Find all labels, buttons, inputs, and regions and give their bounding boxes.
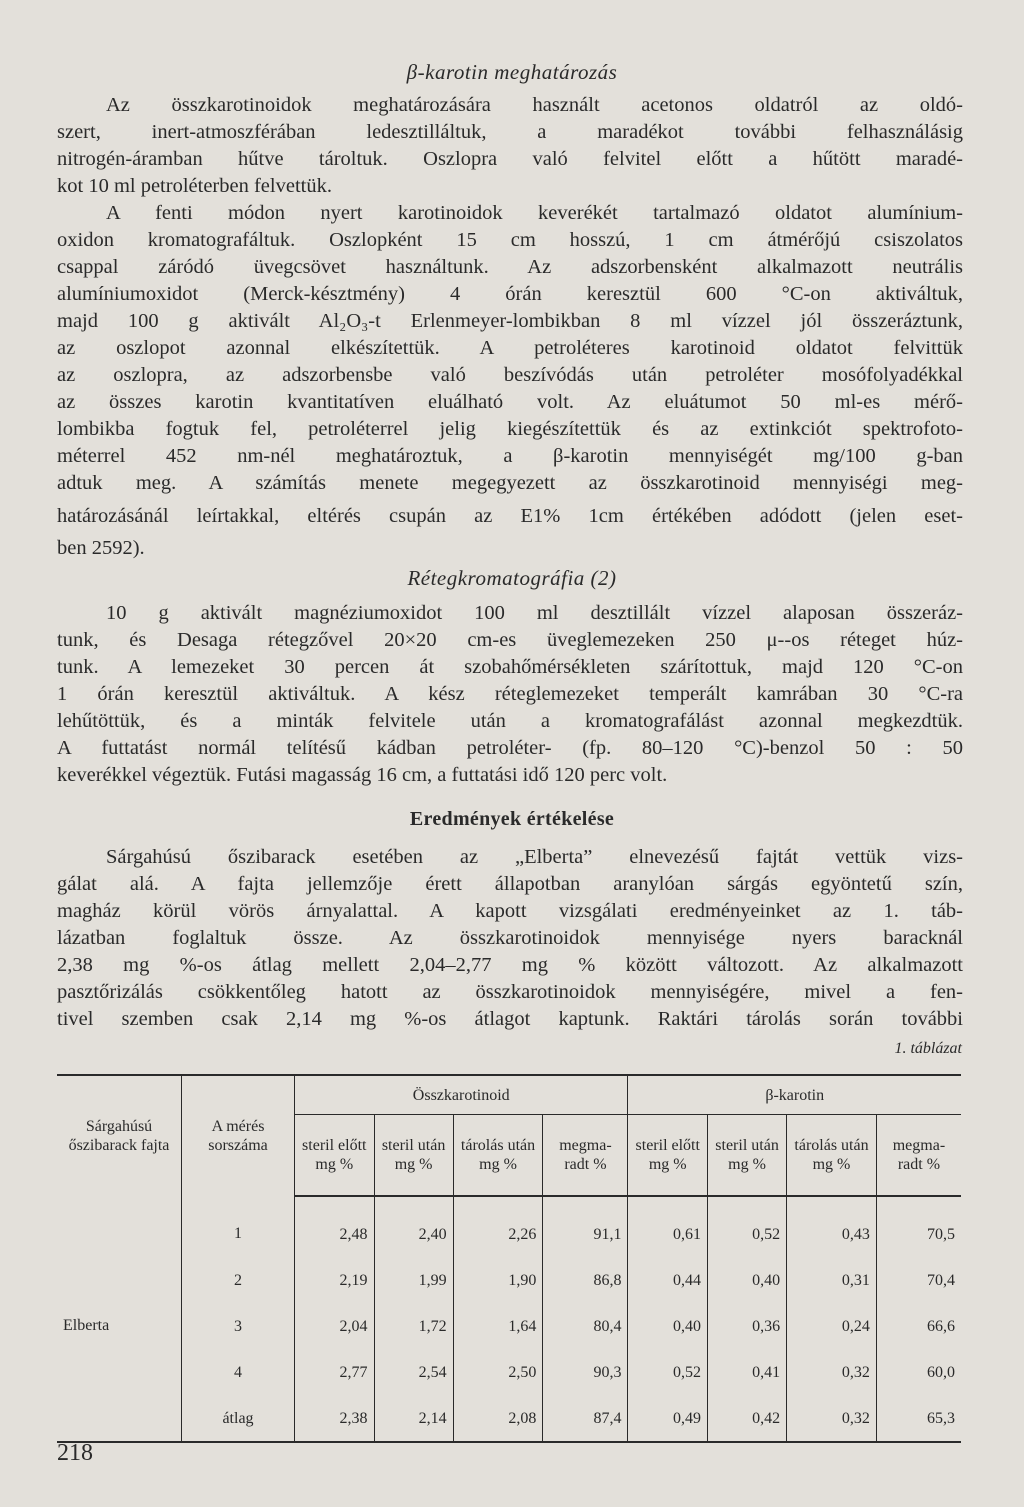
table-row bbox=[57, 1257, 961, 1303]
text-line: szert, inert-atmoszférában ledesztilláltuk, a maradékot további felhasználásig bbox=[57, 121, 963, 143]
table-cell: 2,26 bbox=[453, 1196, 543, 1257]
table-cell: 2,54 bbox=[374, 1349, 453, 1395]
text-line: oxidon kromatografáltuk. Oszlopként 15 cm hosszú, 1 cm átmérőjú csiszolatos bbox=[57, 229, 963, 251]
table-cell: 87,4 bbox=[543, 1395, 628, 1442]
header-variety: Sárgahúsú őszibarack fajta bbox=[57, 1075, 182, 1196]
table-cell: 66,6 bbox=[876, 1303, 961, 1349]
table-cell: 90,3 bbox=[543, 1349, 628, 1395]
table-cell: átlag bbox=[182, 1395, 295, 1442]
header-col: tárolás után mg % bbox=[453, 1115, 543, 1197]
text-line: alumíniumoxidot (Merck-késztmény) 4 órán keresztül 600 °C-on aktiváltuk, bbox=[57, 283, 963, 305]
text-line: 2,38 mg %-os átlag mellett 2,04–2,77 mg % között változott. Az alkalmazott bbox=[57, 954, 963, 976]
text-line: tunk, és Desaga rétegzővel 20×20 cm-es üveglemezeken 250 μ--os réteget húz- bbox=[57, 629, 963, 651]
header-group-total-carotenoid: Összkarotinoid bbox=[295, 1075, 628, 1115]
paragraph-tlc bbox=[57, 600, 963, 789]
table-cell: 4 bbox=[182, 1349, 295, 1395]
header-col: megma-radt % bbox=[876, 1115, 961, 1197]
text-line: ben 2592). bbox=[57, 537, 145, 559]
text-line: kot 10 ml petroléterben felvettük. bbox=[57, 175, 332, 197]
header-col: megma-radt % bbox=[543, 1115, 628, 1197]
text-line: csappal záródó üvegcsövet használtunk. Az adszorbensként alkalmazott neutrális bbox=[57, 256, 963, 278]
header-col: tárolás után mg % bbox=[787, 1115, 877, 1197]
table-cell: 86,8 bbox=[543, 1257, 628, 1303]
table-cell: 80,4 bbox=[543, 1303, 628, 1349]
text-line: lázatban foglaltuk össze. Az összkarotinoidok mennyisége nyers baracknál bbox=[57, 927, 963, 949]
table-cell: 91,1 bbox=[543, 1196, 628, 1257]
table-row bbox=[57, 1303, 961, 1349]
table-cell: 0,31 bbox=[787, 1257, 877, 1303]
paragraph-results bbox=[57, 844, 963, 1033]
text-line: Az összkarotinoidok meghatározására használt acetonos oldatról az oldó- bbox=[106, 94, 963, 116]
text-line: tunk. A lemezeket 30 percen át szobahőmérsékleten szárítottuk, majd 120 °C-on bbox=[57, 656, 963, 678]
table-cell: 1,64 bbox=[453, 1303, 543, 1349]
paragraph-beta-carotene bbox=[57, 92, 963, 562]
section-title-beta-carotene: β-karotin meghatározás bbox=[406, 60, 618, 84]
text-line: A fenti módon nyert karotinoidok keverékét tartalmazó oldatot alumínium- bbox=[106, 202, 963, 224]
table-cell: 2,50 bbox=[453, 1349, 543, 1395]
table-cell: 3 bbox=[182, 1303, 295, 1349]
table-row bbox=[57, 1349, 961, 1395]
table-cell: 0,41 bbox=[708, 1349, 787, 1395]
table-cell: 65,3 bbox=[876, 1395, 961, 1442]
section-title-results: Eredmények értékelése bbox=[409, 808, 615, 830]
header-col: steril után mg % bbox=[708, 1115, 787, 1197]
header-serial: A mérés sorszáma bbox=[182, 1075, 295, 1196]
table-cell: 0,52 bbox=[628, 1349, 708, 1395]
table-cell: 0,44 bbox=[628, 1257, 708, 1303]
table-cell: 2,14 bbox=[374, 1395, 453, 1442]
table-cell: 2,19 bbox=[295, 1257, 375, 1303]
table-cell: 2,08 bbox=[453, 1395, 543, 1442]
text-line: keverékkel végeztük. Futási magasság 16 cm, a futtatási idő 120 perc volt. bbox=[57, 764, 668, 786]
table-cell: 70,4 bbox=[876, 1257, 961, 1303]
table-cell: 0,61 bbox=[628, 1196, 708, 1257]
table-cell: 0,40 bbox=[628, 1303, 708, 1349]
table-cell: 0,40 bbox=[708, 1257, 787, 1303]
header-col: steril után mg % bbox=[374, 1115, 453, 1197]
table-cell: 2,77 bbox=[295, 1349, 375, 1395]
table-cell: 2 bbox=[182, 1257, 295, 1303]
text-line: magház körül vörös árnyalattal. A kapott vizsgálati eredményeinket az 1. táb- bbox=[57, 900, 963, 922]
text-line: majd 100 g aktivált Al₂O₃-t Erlenmeyer-lombikban 8 ml vízzel jól összeráztunk, bbox=[57, 310, 963, 332]
text-line: határozásánál leírtakkal, eltérés csupán az E1% 1cm értékében adódott (jelen eset- bbox=[57, 505, 963, 527]
table-row bbox=[57, 1196, 961, 1257]
table-cell: 2,40 bbox=[374, 1196, 453, 1257]
text-line: gálat alá. A fajta jellemzője érett állapotban aranylóan sárgás egyöntetű szín, bbox=[57, 873, 963, 895]
table-cell: 0,24 bbox=[787, 1303, 877, 1349]
section-title-tlc: Rétegkromatográfia (2) bbox=[407, 566, 617, 590]
table-cell: 0,36 bbox=[708, 1303, 787, 1349]
table-cell: 2,04 bbox=[295, 1303, 375, 1349]
results-table bbox=[57, 1074, 961, 1443]
table-cell: 70,5 bbox=[876, 1196, 961, 1257]
page-number: 218 bbox=[57, 1440, 93, 1466]
table-cell: 0,43 bbox=[787, 1196, 877, 1257]
table-cell: 2,48 bbox=[295, 1196, 375, 1257]
text-line: nitrogén-áramban hűtve tároltuk. Oszlopra való felvitel előtt a hűtött maradé- bbox=[57, 148, 963, 170]
table-cell: 0,32 bbox=[787, 1349, 877, 1395]
variety-cell: Elberta bbox=[63, 1317, 110, 1334]
table-cell: 1 bbox=[182, 1196, 295, 1257]
text-line: az oszlopot azonnal elkészítettük. A petroléteres karotinoid oldatot felvittük bbox=[57, 337, 963, 359]
table-caption: 1. táblázat bbox=[894, 1040, 962, 1057]
text-line: az oszlopra, az adszorbensbe való beszívódás után petroléter mosófolyadékkal bbox=[57, 364, 963, 386]
table-cell: 2,38 bbox=[295, 1395, 375, 1442]
text-line: A futtatást normál telítésű kádban petroléter- (fp. 80–120 °C)-benzol 50 : 50 bbox=[57, 737, 963, 759]
text-line: méterrel 452 nm-nél meghatároztuk, a β-karotin mennyiségét mg/100 g-ban bbox=[57, 445, 963, 467]
text-line: 1 órán keresztül aktiváltuk. A kész réteglemezeket temperált kamrában 30 °C-ra bbox=[57, 683, 963, 705]
table-cell: 1,90 bbox=[453, 1257, 543, 1303]
table-cell: 0,49 bbox=[628, 1395, 708, 1442]
header-group-beta-carotene: β-karotin bbox=[628, 1075, 961, 1115]
table-row-average bbox=[57, 1395, 961, 1442]
text-line: adtuk meg. A számítás menete megegyezett az összkarotinoid mennyiségi meg- bbox=[57, 472, 963, 494]
header-col: steril előtt mg % bbox=[295, 1115, 375, 1197]
text-line: tivel szemben csak 2,14 mg %-os átlagot kaptunk. Raktári tárolás során további bbox=[57, 1008, 963, 1030]
table-cell: 1,99 bbox=[374, 1257, 453, 1303]
table-cell: 60,0 bbox=[876, 1349, 961, 1395]
table-cell: 0,52 bbox=[708, 1196, 787, 1257]
table-cell: 0,42 bbox=[708, 1395, 787, 1442]
text-line: az összes karotin kvantitatíven eluálható volt. Az eluátumot 50 ml-es mérő- bbox=[57, 391, 963, 413]
text-line: 10 g aktivált magnéziumoxidot 100 ml desztillált vízzel alaposan összeráz- bbox=[106, 602, 963, 624]
text-line: Sárgahúsú őszibarack esetében az „Elberta” elnevezésű fajtát vettük vizs- bbox=[106, 846, 963, 868]
table-cell: 0,32 bbox=[787, 1395, 877, 1442]
table-cell: 1,72 bbox=[374, 1303, 453, 1349]
text-line: lombikba fogtuk fel, petroléterrel jelig kiegészítettük és az extinkciót spektrofoto- bbox=[57, 418, 963, 440]
text-line: lehűtöttük, és a minták felvitele után a kromatografálást azonnal megkezdtük. bbox=[57, 710, 963, 732]
header-col: steril előtt mg % bbox=[628, 1115, 708, 1197]
text-line: pasztőrizálás csökkentőleg hatott az összkarotinoidok mennyiségére, mivel a fen- bbox=[57, 981, 963, 1003]
